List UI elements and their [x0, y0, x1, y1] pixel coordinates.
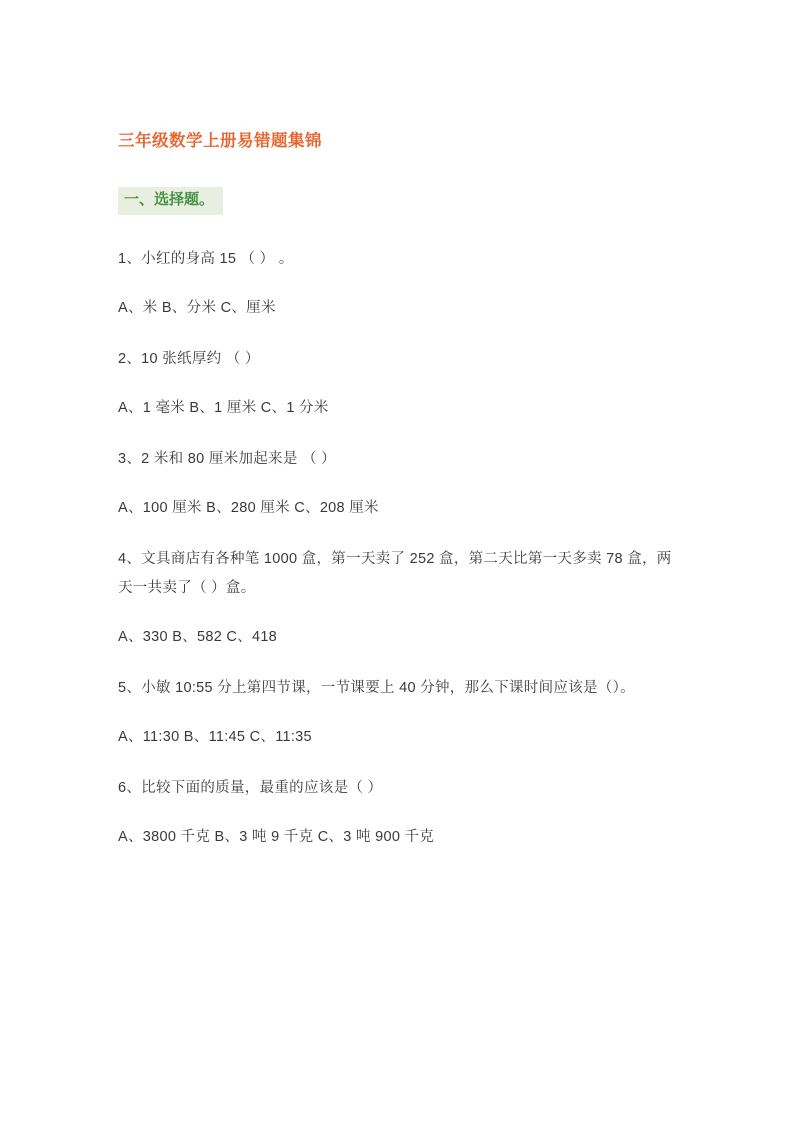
question-item: 2、10 张纸厚约 （ ） [118, 350, 260, 367]
answer-options: A、11:30 B、11:45 C、11:35 [118, 728, 312, 745]
page-title: 三年级数学上册易错题集锦 [118, 132, 322, 150]
answer-options: A、1 毫米 B、1 厘米 C、1 分米 [118, 399, 329, 416]
answer-options: A、3800 千克 B、3 吨 9 千克 C、3 吨 900 千克 [118, 828, 435, 845]
answer-options: A、米 B、分米 C、厘米 [118, 299, 276, 316]
question-item: 6、比较下面的质量，最重的应该是（ ） [118, 779, 383, 796]
answer-options: A、100 厘米 B、280 厘米 C、208 厘米 [118, 499, 379, 516]
question-item: 1、小红的身高 15 （ ） 。 [118, 250, 294, 267]
question-item: 5、小敏 10:55 分上第四节课，一节课要上 40 分钟，那么下课时间应该是（）。 [118, 679, 635, 696]
answer-options: A、330 B、582 C、418 [118, 628, 278, 645]
section-heading: 一、选择题。 [118, 187, 223, 215]
question-item: 4、文具商店有各种笔 1000 盒，第一天卖了 252 盒，第二天比第一天多卖 78 盒，两天一共卖了（ ）盒。 [118, 550, 672, 596]
question-item: 3、2 米和 80 厘米加起来是 （ ） [118, 450, 336, 467]
